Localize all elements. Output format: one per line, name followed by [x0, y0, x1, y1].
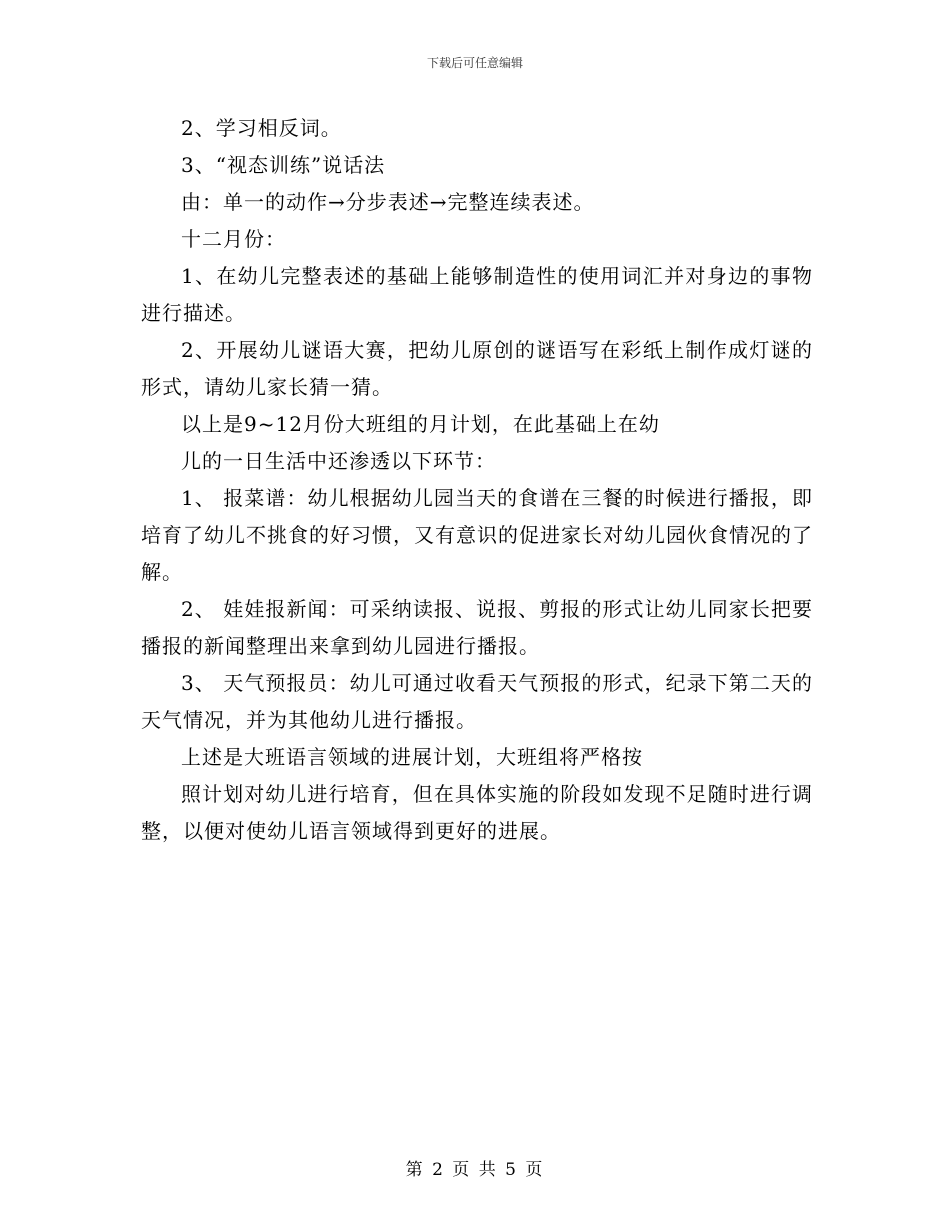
paragraph: 3、“视态训练”说话法	[181, 153, 386, 177]
paragraph: 3、 天气预报员：幼儿可通过收看天气预报的形式，纪录下第二天的天气情况，并为其他幼儿进行播报。	[141, 671, 813, 732]
paragraph: 2、学习相反词。	[181, 116, 342, 140]
page-number-footer: 第 2 页 共 5 页	[405, 1160, 545, 1180]
paragraph: 十二月份：	[181, 227, 286, 251]
paragraph: 2、开展幼儿谜语大赛，把幼儿原创的谜语写在彩纸上制作成灯谜的形式，请幼儿家长猜一猜。	[141, 338, 813, 399]
paragraph: 儿的一日生活中还渗透以下环节：	[181, 449, 496, 473]
paragraph: 上述是大班语言领域的进展计划，大班组将严格按	[181, 745, 643, 769]
paragraph: 由：单一的动作→分步表述→完整连续表述。	[181, 190, 595, 214]
document-body	[141, 110, 813, 850]
paragraph: 1、在幼儿完整表述的基础上能够制造性的使用词汇并对身边的事物进行描述。	[141, 264, 813, 325]
paragraph: 以上是9~12月份大班组的月计划，在此基础上在幼	[181, 412, 660, 436]
page-header: 下载后可任意编辑	[426, 56, 523, 70]
paragraph: 照计划对幼儿进行培育，但在具体实施的阶段如发现不足随时进行调整，以便对使幼儿语言领域得到更好的进展。	[141, 782, 813, 843]
paragraph: 1、 报菜谱：幼儿根据幼儿园当天的食谱在三餐的时候进行播报，即培育了幼儿不挑食的好习惯，又有意识的促进家长对幼儿园伙食情况的了解。	[141, 486, 813, 584]
paragraph: 2、 娃娃报新闻：可采纳读报、说报、剪报的形式让幼儿同家长把要播报的新闻整理出来拿到幼儿园进行播报。	[141, 597, 813, 658]
